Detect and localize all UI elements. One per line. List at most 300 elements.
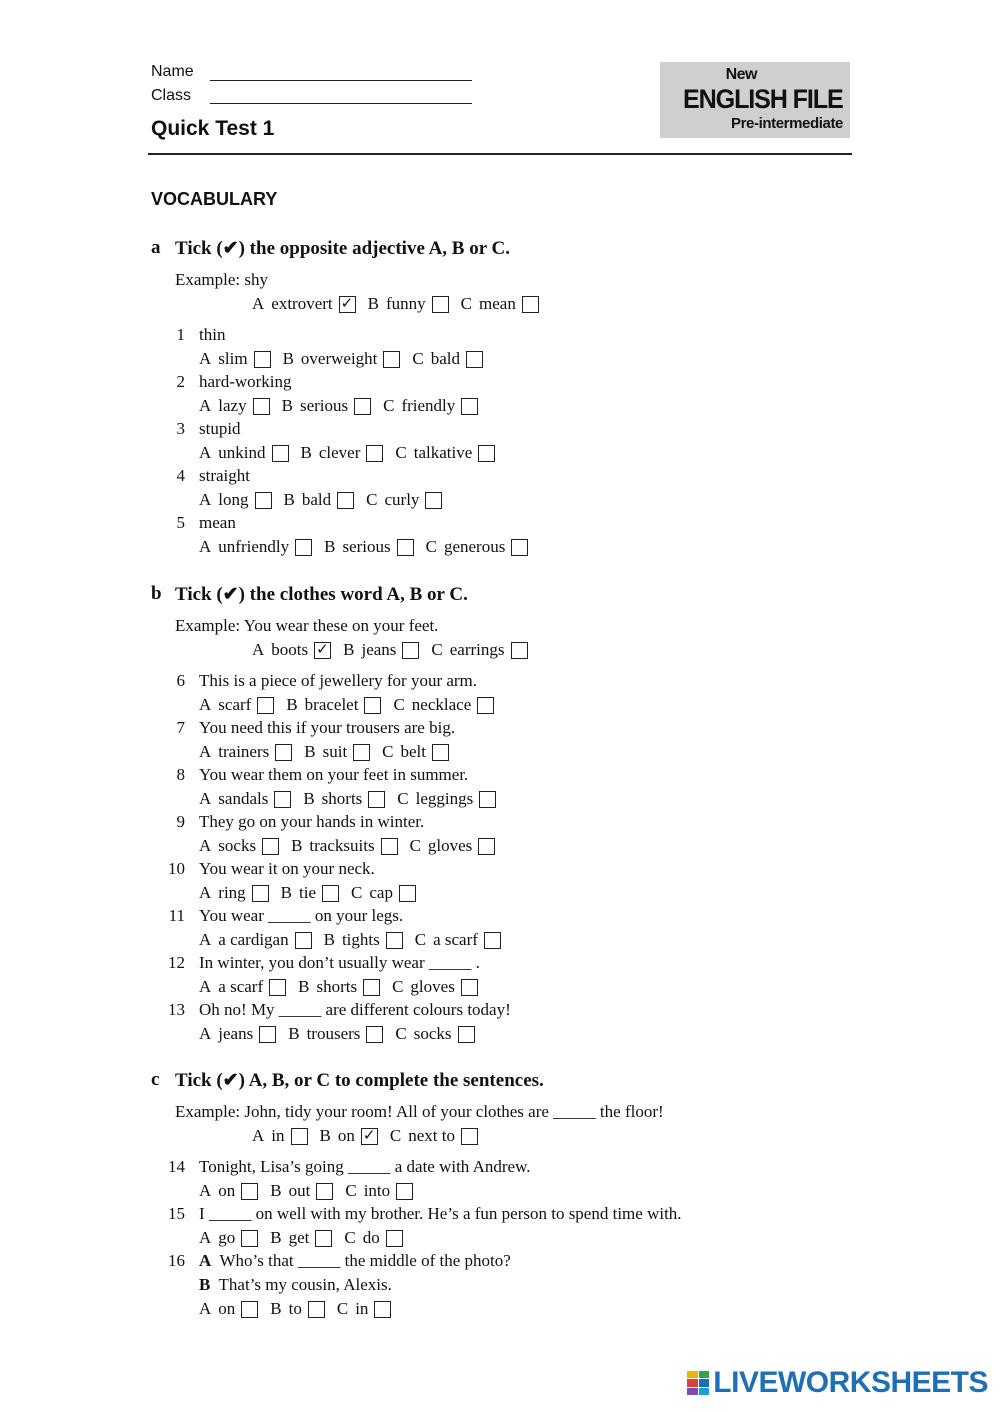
tick-box[interactable]: [316, 1183, 333, 1200]
option-text: out: [288, 1181, 311, 1200]
option-a: [199, 695, 274, 715]
option-a: [199, 537, 312, 557]
option-c: [382, 742, 449, 762]
question-options: [199, 443, 507, 463]
option-b: [320, 1126, 378, 1146]
tick-box[interactable]: [477, 697, 494, 714]
option-c: [344, 1228, 402, 1248]
option-c: [351, 883, 416, 903]
option-text: tie: [299, 883, 317, 902]
question-options: [199, 789, 508, 809]
speaker-a: A: [199, 1251, 212, 1270]
tick-box-checked[interactable]: [314, 642, 331, 659]
option-c: [392, 977, 478, 997]
part-a-example: Example: shy: [175, 270, 269, 289]
option-c: [395, 1024, 474, 1044]
tick-box[interactable]: [255, 492, 272, 509]
question-prompt: This is a piece of jewellery for your arm.: [199, 671, 478, 690]
option-a: [199, 349, 271, 369]
option-letter: A: [199, 537, 212, 556]
option-text: curly: [384, 490, 420, 509]
option-text: earrings: [449, 640, 505, 659]
option-letter: A: [199, 930, 212, 949]
option-text: shorts: [321, 789, 363, 808]
option-letter: A: [199, 836, 212, 855]
question-prompt: mean: [199, 513, 236, 532]
option-letter: A: [252, 640, 265, 659]
option-letter: A: [199, 977, 212, 996]
option-letter: B: [343, 640, 355, 659]
tick-box[interactable]: [291, 1128, 308, 1145]
english-file-logo: [660, 62, 850, 138]
question-options: [199, 742, 461, 762]
option-text: tights: [341, 930, 380, 949]
dialogue-line-a: [199, 1251, 511, 1271]
option-letter: B: [283, 490, 295, 509]
tick-box[interactable]: [353, 744, 370, 761]
page-title: Quick Test 1: [151, 117, 275, 140]
option-letter: C: [392, 977, 404, 996]
option-a: [199, 742, 292, 762]
option-b: [301, 443, 384, 463]
option-letter: C: [336, 1299, 349, 1318]
option-a: [199, 1299, 258, 1319]
option-text: go: [218, 1228, 236, 1247]
option-b: [291, 836, 398, 856]
question-number: 9: [176, 812, 185, 831]
option-c: [461, 294, 539, 314]
logo-line-english-file: ENGLISH FILE: [683, 84, 843, 114]
question-options: [199, 490, 454, 510]
option-letter: C: [412, 349, 424, 368]
option-text: unkind: [218, 443, 266, 462]
class-label: Class: [151, 87, 192, 104]
tick-box-checked[interactable]: [361, 1128, 378, 1145]
option-letter: B: [323, 930, 335, 949]
tick-box[interactable]: [386, 932, 403, 949]
option-letter: B: [303, 789, 315, 808]
option-a: [199, 396, 270, 416]
part-c-example: Example: John, tidy your room! All of your clothes are _____ the floor!: [175, 1102, 664, 1121]
option-text: necklace: [411, 695, 472, 714]
tick-box[interactable]: [259, 1026, 276, 1043]
option-text: suit: [322, 742, 348, 761]
question-number: 4: [176, 466, 185, 485]
option-c: [410, 836, 496, 856]
option-letter: B: [319, 1126, 331, 1145]
tick-box[interactable]: [432, 296, 449, 313]
option-b: [303, 789, 385, 809]
option-text: get: [288, 1228, 310, 1247]
option-letter: A: [199, 443, 212, 462]
tick-box-checked[interactable]: [339, 296, 356, 313]
question-options: [199, 1228, 415, 1248]
tick-box[interactable]: [397, 539, 414, 556]
question-prompt: thin: [199, 325, 226, 344]
option-text: friendly: [401, 396, 456, 415]
question-number: 3: [176, 419, 185, 438]
option-letter: A: [199, 490, 212, 509]
tick-box[interactable]: [241, 1301, 258, 1318]
option-c: [383, 396, 478, 416]
part-c-letter: c: [151, 1069, 160, 1090]
part-a-example-options: [252, 294, 551, 314]
option-letter: B: [300, 443, 312, 462]
option-letter: B: [270, 1299, 282, 1318]
question-options: [199, 1181, 425, 1201]
option-text: next to: [408, 1126, 455, 1145]
tick-box[interactable]: [478, 445, 495, 462]
option-letter: C: [460, 294, 472, 313]
option-b: [324, 930, 403, 950]
tick-box[interactable]: [254, 351, 271, 368]
question-prompt: Oh no! My _____ are different colours today!: [199, 1000, 511, 1019]
tick-box[interactable]: [257, 697, 274, 714]
option-text: into: [363, 1181, 391, 1200]
tick-box[interactable]: [308, 1301, 325, 1318]
option-text: scarf: [218, 695, 252, 714]
question-prompt: They go on your hands in winter.: [199, 812, 425, 831]
question-number: 10: [168, 859, 185, 878]
option-text: a cardigan: [218, 930, 289, 949]
question-number: 11: [168, 906, 185, 925]
option-text: socks: [413, 1024, 452, 1043]
option-letter: A: [252, 294, 265, 313]
option-text: gloves: [410, 977, 455, 996]
option-letter: C: [397, 789, 409, 808]
question-options: [199, 836, 507, 856]
option-letter: A: [199, 1228, 212, 1247]
question-options: [199, 349, 495, 369]
option-text: jeans: [361, 640, 397, 659]
tick-box[interactable]: [262, 838, 279, 855]
tick-box[interactable]: [275, 744, 292, 761]
option-a: [199, 443, 289, 463]
tick-box[interactable]: [315, 1230, 332, 1247]
option-text: unfriendly: [218, 537, 290, 556]
liveworksheets-wordmark: LIVEWORKSHEETS: [713, 1366, 988, 1399]
option-text: long: [218, 490, 249, 509]
tick-box[interactable]: [461, 1128, 478, 1145]
option-text: on: [218, 1181, 236, 1200]
class-field[interactable]: [210, 103, 472, 104]
option-b: [286, 695, 381, 715]
option-a: [199, 883, 269, 903]
question-number: 2: [176, 372, 185, 391]
option-letter: B: [270, 1228, 282, 1247]
question-number: 7: [176, 718, 185, 737]
option-text: to: [288, 1299, 302, 1318]
tick-box[interactable]: [368, 791, 385, 808]
tick-box[interactable]: [402, 642, 419, 659]
option-a: [199, 490, 272, 510]
tick-box[interactable]: [399, 885, 416, 902]
liveworksheets-logo-icon: [687, 1371, 709, 1395]
tick-box[interactable]: [479, 791, 496, 808]
option-text: generous: [443, 537, 506, 556]
tick-box[interactable]: [364, 697, 381, 714]
option-text: serious: [342, 537, 391, 556]
option-text: mean: [479, 294, 516, 313]
question-number: 12: [168, 953, 185, 972]
option-b: [368, 294, 449, 314]
option-text: in: [355, 1299, 369, 1318]
part-b-letter: b: [151, 583, 162, 604]
tick-box[interactable]: [363, 979, 380, 996]
option-letter: C: [395, 1024, 407, 1043]
option-letter: B: [270, 1181, 282, 1200]
part-b-example-options: [252, 640, 540, 660]
option-letter: A: [199, 396, 212, 415]
option-letter: C: [393, 695, 405, 714]
tick-box[interactable]: [253, 398, 270, 415]
name-label: Name: [151, 63, 194, 80]
option-c: [397, 789, 496, 809]
dialogue-line-b: [199, 1275, 392, 1295]
option-c: [395, 443, 495, 463]
question-number: 15: [168, 1204, 185, 1223]
tick-box[interactable]: [425, 492, 442, 509]
option-text: funny: [385, 294, 426, 313]
option-text: bald: [301, 490, 332, 509]
option-letter: C: [409, 836, 421, 855]
dialogue-text-a: Who’s that _____ the middle of the photo?: [219, 1251, 511, 1270]
option-b: [281, 883, 339, 903]
tick-box[interactable]: [484, 932, 501, 949]
section-title: VOCABULARY: [151, 189, 278, 209]
option-letter: C: [351, 883, 363, 902]
tick-box[interactable]: [396, 1183, 413, 1200]
option-a: [199, 930, 312, 950]
option-c: [337, 1299, 392, 1319]
option-letter: A: [199, 883, 212, 902]
option-letter: C: [345, 1181, 357, 1200]
option-b: [304, 742, 370, 762]
option-a: [199, 1181, 258, 1201]
liveworksheets-brand: [687, 1366, 988, 1400]
option-text: jeans: [218, 1024, 254, 1043]
option-letter: B: [324, 537, 336, 556]
option-text: on: [337, 1126, 355, 1145]
option-letter: C: [344, 1228, 356, 1247]
question-number: 14: [168, 1157, 185, 1176]
option-c: [366, 490, 442, 510]
option-c: [426, 537, 529, 557]
question-prompt: You need this if your trousers are big.: [199, 718, 456, 737]
part-a-letter: a: [151, 237, 161, 258]
option-b: [270, 1228, 332, 1248]
option-text: bracelet: [304, 695, 359, 714]
option-letter: B: [298, 977, 310, 996]
tick-box[interactable]: [381, 838, 398, 855]
option-a: [199, 836, 279, 856]
question-prompt: In winter, you don’t usually wear _____ .: [199, 953, 480, 972]
question-prompt: Tonight, Lisa’s going _____ a date with Andrew.: [199, 1157, 531, 1176]
question-options: [199, 883, 428, 903]
tick-box[interactable]: [272, 445, 289, 462]
option-b: [324, 537, 414, 557]
tick-box[interactable]: [295, 932, 312, 949]
question-prompt: hard-working: [199, 372, 292, 391]
option-b: [284, 490, 355, 510]
option-text: clever: [318, 443, 361, 462]
part-a-title: Tick (✔) the opposite adjective A, B or C.: [175, 238, 511, 259]
part-b-title: Tick (✔) the clothes word A, B or C.: [175, 584, 468, 605]
option-c: [415, 930, 501, 950]
option-text: lazy: [218, 396, 247, 415]
option-text: boots: [271, 640, 309, 659]
option-text: tracksuits: [309, 836, 375, 855]
tick-box[interactable]: [366, 1026, 383, 1043]
part-c-example-options: [252, 1126, 490, 1146]
name-field[interactable]: [210, 80, 472, 81]
option-letter: B: [280, 883, 293, 902]
tick-box[interactable]: [466, 351, 483, 368]
tick-box[interactable]: [458, 1026, 475, 1043]
tick-box[interactable]: [322, 885, 339, 902]
tick-box[interactable]: [511, 539, 528, 556]
option-b: [270, 1299, 325, 1319]
option-c: [345, 1181, 413, 1201]
option-text: a scarf: [433, 930, 478, 949]
question-options: [199, 695, 506, 715]
option-letter: B: [288, 1024, 300, 1043]
option-letter: A: [199, 1024, 212, 1043]
option-letter: C: [414, 930, 427, 949]
option-text: leggings: [415, 789, 474, 808]
option-letter: A: [199, 695, 212, 714]
tick-box[interactable]: [241, 1230, 258, 1247]
option-text: belt: [400, 742, 427, 761]
option-a: [199, 1024, 276, 1044]
option-letter: B: [304, 742, 316, 761]
logo-line-level: Pre-intermediate: [731, 115, 843, 132]
question-number: 6: [176, 671, 185, 690]
option-a: [199, 789, 291, 809]
option-c: [393, 695, 494, 715]
question-prompt: You wear them on your feet in summer.: [199, 765, 469, 784]
tick-box[interactable]: [241, 1183, 258, 1200]
option-b: [298, 977, 380, 997]
option-letter: B: [286, 695, 298, 714]
option-a: [199, 977, 286, 997]
option-b: [282, 396, 372, 416]
option-text: sandals: [218, 789, 269, 808]
tick-box[interactable]: [337, 492, 354, 509]
question-number: 16: [168, 1251, 185, 1270]
question-options: [199, 1024, 487, 1044]
tick-box[interactable]: [252, 885, 269, 902]
question-16-options: [199, 1299, 403, 1319]
option-text: shorts: [316, 977, 358, 996]
question-prompt: stupid: [199, 419, 241, 438]
question-number: 1: [176, 325, 185, 344]
logo-line-new: New: [725, 66, 757, 83]
speaker-b: B: [199, 1275, 211, 1294]
option-letter: A: [199, 789, 212, 808]
option-text: in: [271, 1126, 285, 1145]
option-text: a scarf: [218, 977, 264, 996]
question-prompt: You wear it on your neck.: [199, 859, 375, 878]
header-divider: [148, 153, 852, 155]
tick-box[interactable]: [274, 791, 291, 808]
tick-box[interactable]: [383, 351, 400, 368]
option-text: on: [218, 1299, 236, 1318]
option-letter: B: [291, 836, 303, 855]
option-text: trousers: [306, 1024, 361, 1043]
option-text: do: [362, 1228, 380, 1247]
tick-box[interactable]: [461, 398, 478, 415]
tick-box[interactable]: [366, 445, 383, 462]
option-letter: B: [281, 396, 293, 415]
question-number: 13: [168, 1000, 185, 1019]
option-letter: C: [431, 640, 443, 659]
option-text: trainers: [218, 742, 270, 761]
tick-box[interactable]: [386, 1230, 403, 1247]
tick-box[interactable]: [374, 1301, 391, 1318]
tick-box[interactable]: [432, 744, 449, 761]
question-options: [199, 977, 490, 997]
option-text: socks: [218, 836, 257, 855]
option-text: cap: [369, 883, 393, 902]
option-text: talkative: [413, 443, 473, 462]
option-text: extrovert: [271, 294, 333, 313]
option-text: bald: [430, 349, 461, 368]
tick-box[interactable]: [511, 642, 528, 659]
option-letter: C: [383, 396, 395, 415]
option-text: ring: [218, 883, 246, 902]
tick-box[interactable]: [461, 979, 478, 996]
option-letter: C: [389, 1126, 402, 1145]
question-prompt: You wear _____ on your legs.: [199, 906, 404, 925]
option-letter: A: [252, 1126, 265, 1145]
option-letter: B: [367, 294, 379, 313]
option-a: [199, 1228, 258, 1248]
option-b: [270, 1181, 333, 1201]
tick-box[interactable]: [269, 979, 286, 996]
option-a: [252, 640, 331, 660]
question-number: 8: [176, 765, 185, 784]
option-text: slim: [218, 349, 248, 368]
question-options: [199, 396, 490, 416]
tick-box[interactable]: [295, 539, 312, 556]
option-letter: C: [366, 490, 378, 509]
option-letter: C: [382, 742, 394, 761]
tick-box[interactable]: [522, 296, 539, 313]
question-prompt: straight: [199, 466, 250, 485]
question-number: 5: [176, 513, 185, 532]
part-b-example: Example: You wear these on your feet.: [175, 616, 439, 635]
option-c: [412, 349, 483, 369]
option-letter: A: [199, 349, 212, 368]
option-letter: C: [395, 443, 407, 462]
option-c: [390, 1126, 478, 1146]
option-letter: C: [425, 537, 437, 556]
question-options: [199, 537, 540, 557]
option-letter: A: [199, 1299, 212, 1318]
option-c: [431, 640, 527, 660]
tick-box[interactable]: [354, 398, 371, 415]
option-b: [283, 349, 401, 369]
option-b: [343, 640, 419, 660]
option-text: serious: [299, 396, 349, 415]
option-a: [252, 1126, 308, 1146]
option-letter: A: [199, 1181, 212, 1200]
question-prompt: I _____ on well with my brother. He’s a fun person to spend time with.: [199, 1204, 682, 1223]
option-letter: A: [199, 742, 212, 761]
option-text: gloves: [427, 836, 473, 855]
tick-box[interactable]: [478, 838, 495, 855]
